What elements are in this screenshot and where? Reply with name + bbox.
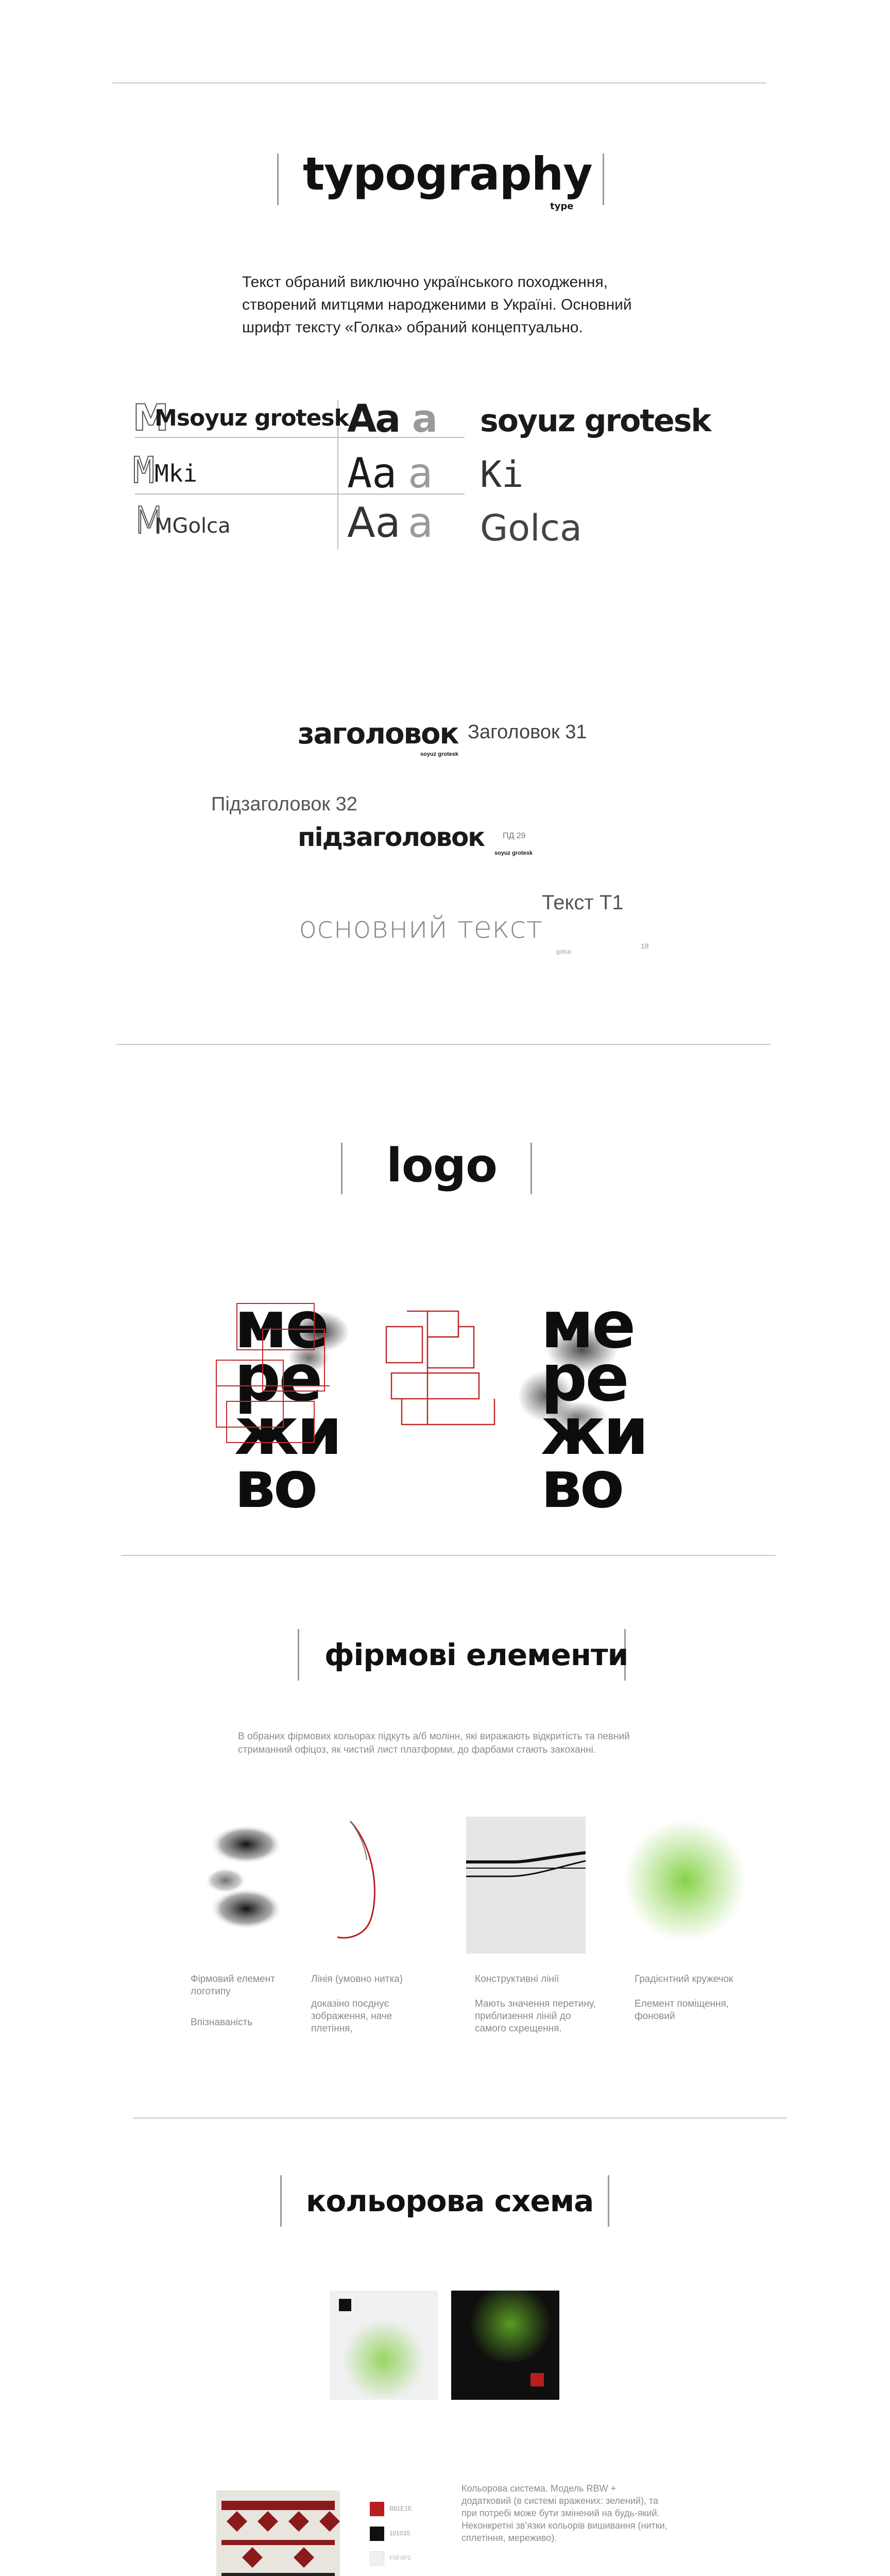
- element-desc: Елемент поміщення, фоновий: [635, 1998, 729, 2022]
- brand-element-construction: [466, 1817, 586, 1954]
- element-desc: доказіно поєднує зображення, наче плетіння,: [311, 1998, 392, 2034]
- subheading-size-label: Підзаголовок 32: [211, 793, 357, 815]
- element-label: Фірмовий елемент логотипу: [191, 1974, 275, 1997]
- title-bar-right: [608, 2175, 609, 2227]
- element-desc: Мають значення перетину, приблизення ліній до самого схрещення.: [475, 1998, 596, 2034]
- specimen-sample: MGolca: [155, 514, 231, 538]
- typography-subtitle: type: [550, 201, 574, 212]
- logo-construction-boxes: [206, 1287, 350, 1453]
- heading-sample: заголовок: [298, 717, 458, 751]
- description-line: шрифт тексту «Голка» обраний концептуально.: [242, 319, 583, 336]
- title-bar-left: [341, 1143, 343, 1194]
- elements-intro: В обраних фірмових кольорах підкуть а/б молінн, які виражають відкритість та певний стриманний офіцоз, як чистий лист платформи, до фарбами стають закоханні.: [238, 1731, 630, 1755]
- title-bar-left: [298, 1629, 299, 1681]
- description-line: створений митцями народженими в Україні. Основний: [242, 296, 632, 313]
- logo-title: logo: [386, 1139, 497, 1193]
- title-bar-right: [530, 1143, 532, 1194]
- logo-outline-construction: [376, 1306, 500, 1435]
- element-label: Конструктивні лінії: [475, 1974, 559, 1985]
- logo-word-line: во: [541, 1446, 623, 1522]
- green-glow: [340, 2321, 427, 2399]
- specimen-a-grey: a: [408, 449, 433, 497]
- logo-word-line: жи: [541, 1393, 647, 1469]
- color-card-light: [330, 2291, 438, 2400]
- swatch-black: [370, 2527, 384, 2541]
- swatch-black-label: 101010: [389, 2530, 410, 2537]
- logo-word-line: жи: [234, 1393, 340, 1469]
- typography-description: [242, 271, 706, 339]
- subheading-font: soyuz grotesk: [494, 850, 533, 856]
- green-glow: [467, 2291, 554, 2363]
- swatch-red-label: B81E1E: [389, 2505, 413, 2512]
- title-bar-left: [280, 2175, 282, 2227]
- swatch-red: [370, 2502, 384, 2516]
- divider-top: [112, 82, 766, 83]
- logo-word-line: во: [234, 1446, 316, 1522]
- title-bar-left: [277, 154, 279, 205]
- specimen-aa: Aa: [347, 397, 400, 441]
- element-label: Градієнтний кружечок: [635, 1974, 733, 1985]
- logo-word: [541, 1287, 647, 1522]
- brand-element-gradient-circle: [623, 1819, 747, 1942]
- logo-word-line: ме: [234, 1287, 328, 1363]
- specimen-m-outline: M: [133, 499, 165, 542]
- heading-size-label: Заголовок 31: [468, 721, 587, 743]
- logo-word-line: ре: [234, 1340, 321, 1416]
- swatch-white-label: F0F0F0: [389, 2554, 412, 2562]
- font-name: Golca: [480, 507, 582, 549]
- construction-lines: [466, 1817, 586, 1954]
- color-description: Кольорова система. Модель RBW + додатковий (в системі вражених: зелений), та при потребі може бути змінений на будь-який. Неконкретні зв’язки кольорів вишивання (нитки, сплетіння, мереживо).: [461, 2483, 668, 2543]
- elements-title: фірмові елементи: [324, 1637, 628, 1672]
- black-square: [339, 2299, 351, 2311]
- specimen-sample: Msoyuz grotesk: [155, 405, 349, 431]
- divider: [133, 2117, 787, 2119]
- subheading-sample: підзаголовок: [298, 822, 485, 852]
- element-label: Лінія (умовно нитка): [311, 1974, 403, 1985]
- specimen-aa: Aa: [347, 499, 401, 547]
- specimen-a-grey: a: [412, 397, 438, 441]
- specimen-m-outline: M: [133, 397, 169, 439]
- subheading-small-label: ПД 29: [503, 832, 526, 840]
- specimen-sample: Mki: [155, 460, 198, 487]
- swatch-white: [370, 2551, 384, 2566]
- heading-font: soyuz grotesk: [420, 751, 458, 757]
- divider: [122, 1555, 776, 1556]
- specimen-m-outline: M: [133, 449, 155, 492]
- logo-word-line: ме: [541, 1287, 634, 1363]
- logo-word-line: ре: [541, 1340, 627, 1416]
- color-card-dark: [451, 2291, 559, 2400]
- typography-title: typography: [303, 147, 592, 200]
- body-small-label: 18: [641, 942, 649, 950]
- title-bar-right: [603, 154, 604, 205]
- divider: [116, 1044, 771, 1045]
- description-line: Текст обраний виключно українського походження,: [242, 274, 608, 291]
- body-size-label: Текст Т1: [542, 891, 624, 914]
- brand-element-thread: [330, 1819, 391, 1942]
- body-sample: основний текст: [299, 910, 543, 945]
- red-square: [530, 2373, 544, 2386]
- embroidery-photo: [216, 2490, 340, 2576]
- element-desc: Впізнаваність: [191, 2017, 253, 2028]
- specimen-aa: Aa: [347, 449, 397, 497]
- specimen-a-grey: a: [408, 499, 434, 547]
- body-font: golca: [556, 948, 571, 955]
- font-name: Ki: [480, 453, 524, 496]
- brand-element-smoke: [190, 1814, 287, 1937]
- font-name: soyuz grotesk: [480, 403, 711, 439]
- colors-title: кольорова схема: [306, 2183, 594, 2218]
